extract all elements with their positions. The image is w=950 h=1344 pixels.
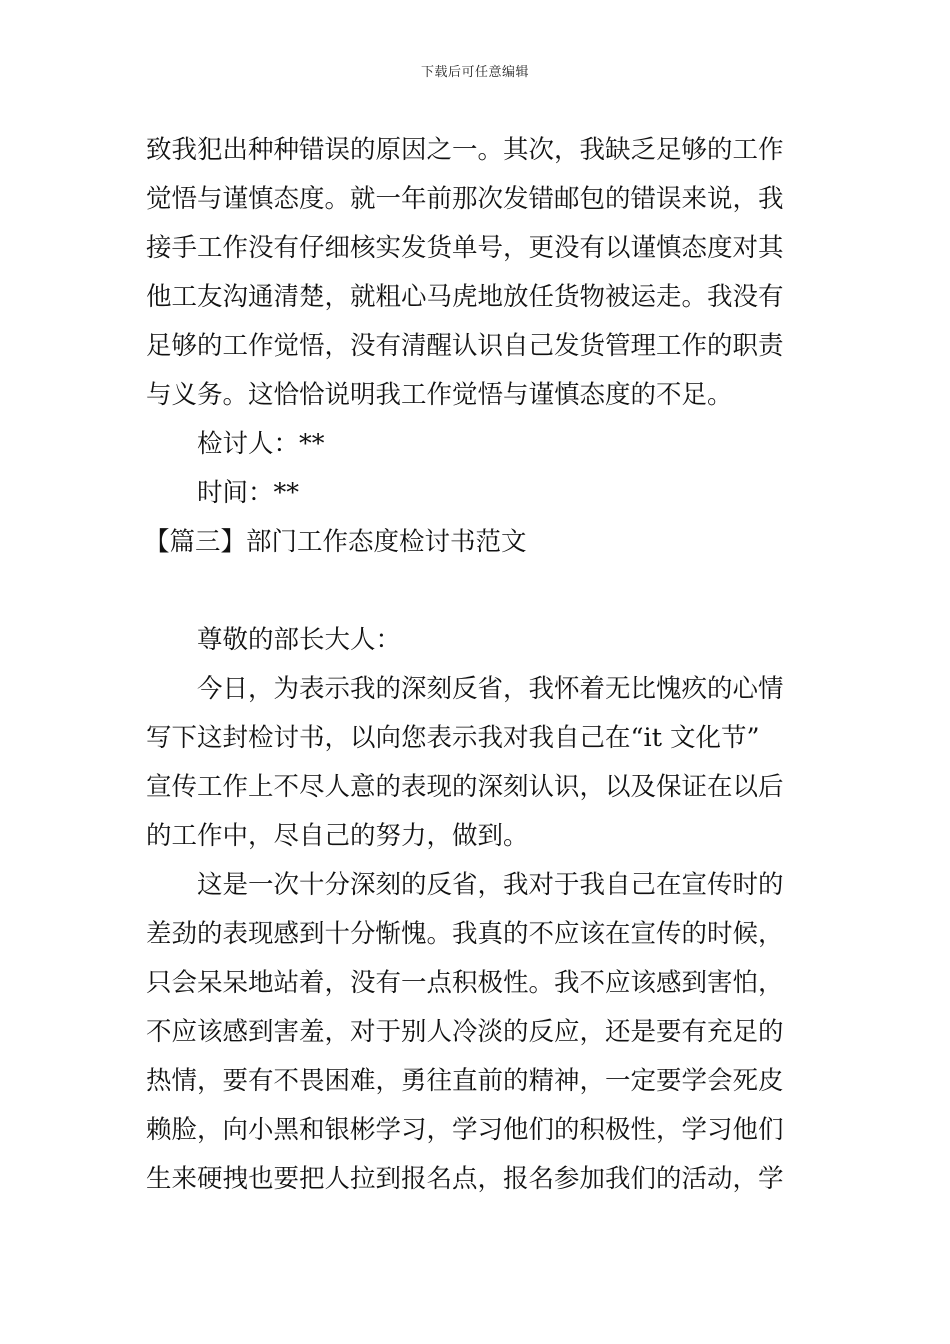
text-line: 生来硬拽也要把人拉到报名点，报名参加我们的活动，学 bbox=[146, 1164, 784, 1194]
signature-time: 时间：** bbox=[197, 478, 300, 508]
salutation: 尊敬的部长大人： bbox=[197, 625, 402, 655]
text-line: 他工友沟通清楚，就粗心马虎地放任货物被运走。我没有 bbox=[146, 282, 784, 312]
text-line: 的工作中，尽自己的努力，做到。 bbox=[146, 821, 529, 851]
text-line: 与义务。这恰恰说明我工作觉悟与谨慎态度的不足。 bbox=[146, 380, 733, 410]
text-line: 觉悟与谨慎态度。就一年前那次发错邮包的错误来说，我 bbox=[146, 184, 784, 214]
document-body bbox=[146, 126, 816, 1204]
blank-line bbox=[146, 567, 816, 616]
text-line: 只会呆呆地站着，没有一点积极性。我不应该感到害怕， bbox=[146, 968, 784, 998]
paragraph-1 bbox=[146, 126, 816, 420]
signature-author: 检讨人：** bbox=[197, 429, 325, 459]
paragraph-2 bbox=[146, 665, 816, 861]
paragraph-3 bbox=[146, 861, 816, 1204]
text-line: 差劲的表现感到十分惭愧。我真的不应该在宣传的时候， bbox=[146, 919, 784, 949]
text-line: 不应该感到害羞，对于别人冷淡的反应，还是要有充足的 bbox=[146, 1017, 784, 1047]
text-line: 赖脸，向小黑和银彬学习，学习他们的积极性，学习他们 bbox=[146, 1115, 784, 1145]
text-line: 宣传工作上不尽人意的表现的深刻认识，以及保证在以后 bbox=[146, 772, 784, 802]
text-line: 这是一次十分深刻的反省，我对于我自己在宣传时的 bbox=[197, 870, 784, 900]
text-line: 今日，为表示我的深刻反省，我怀着无比愧疚的心情 bbox=[197, 674, 784, 704]
page-header: 下载后可任意编辑 bbox=[420, 65, 529, 80]
section-title: 【篇三】部门工作态度检讨书范文 bbox=[144, 527, 527, 557]
text-line: 致我犯出种种错误的原因之一。其次，我缺乏足够的工作 bbox=[146, 135, 784, 165]
text-line: 足够的工作觉悟，没有清醒认识自己发货管理工作的职责 bbox=[146, 331, 784, 361]
text-line: 热情，要有不畏困难，勇往直前的精神，一定要学会死皮 bbox=[146, 1066, 784, 1096]
text-line: 写下这封检讨书，以向您表示我对我自己在“it 文化节” bbox=[146, 723, 760, 753]
text-line: 接手工作没有仔细核实发货单号，更没有以谨慎态度对其 bbox=[146, 233, 784, 263]
